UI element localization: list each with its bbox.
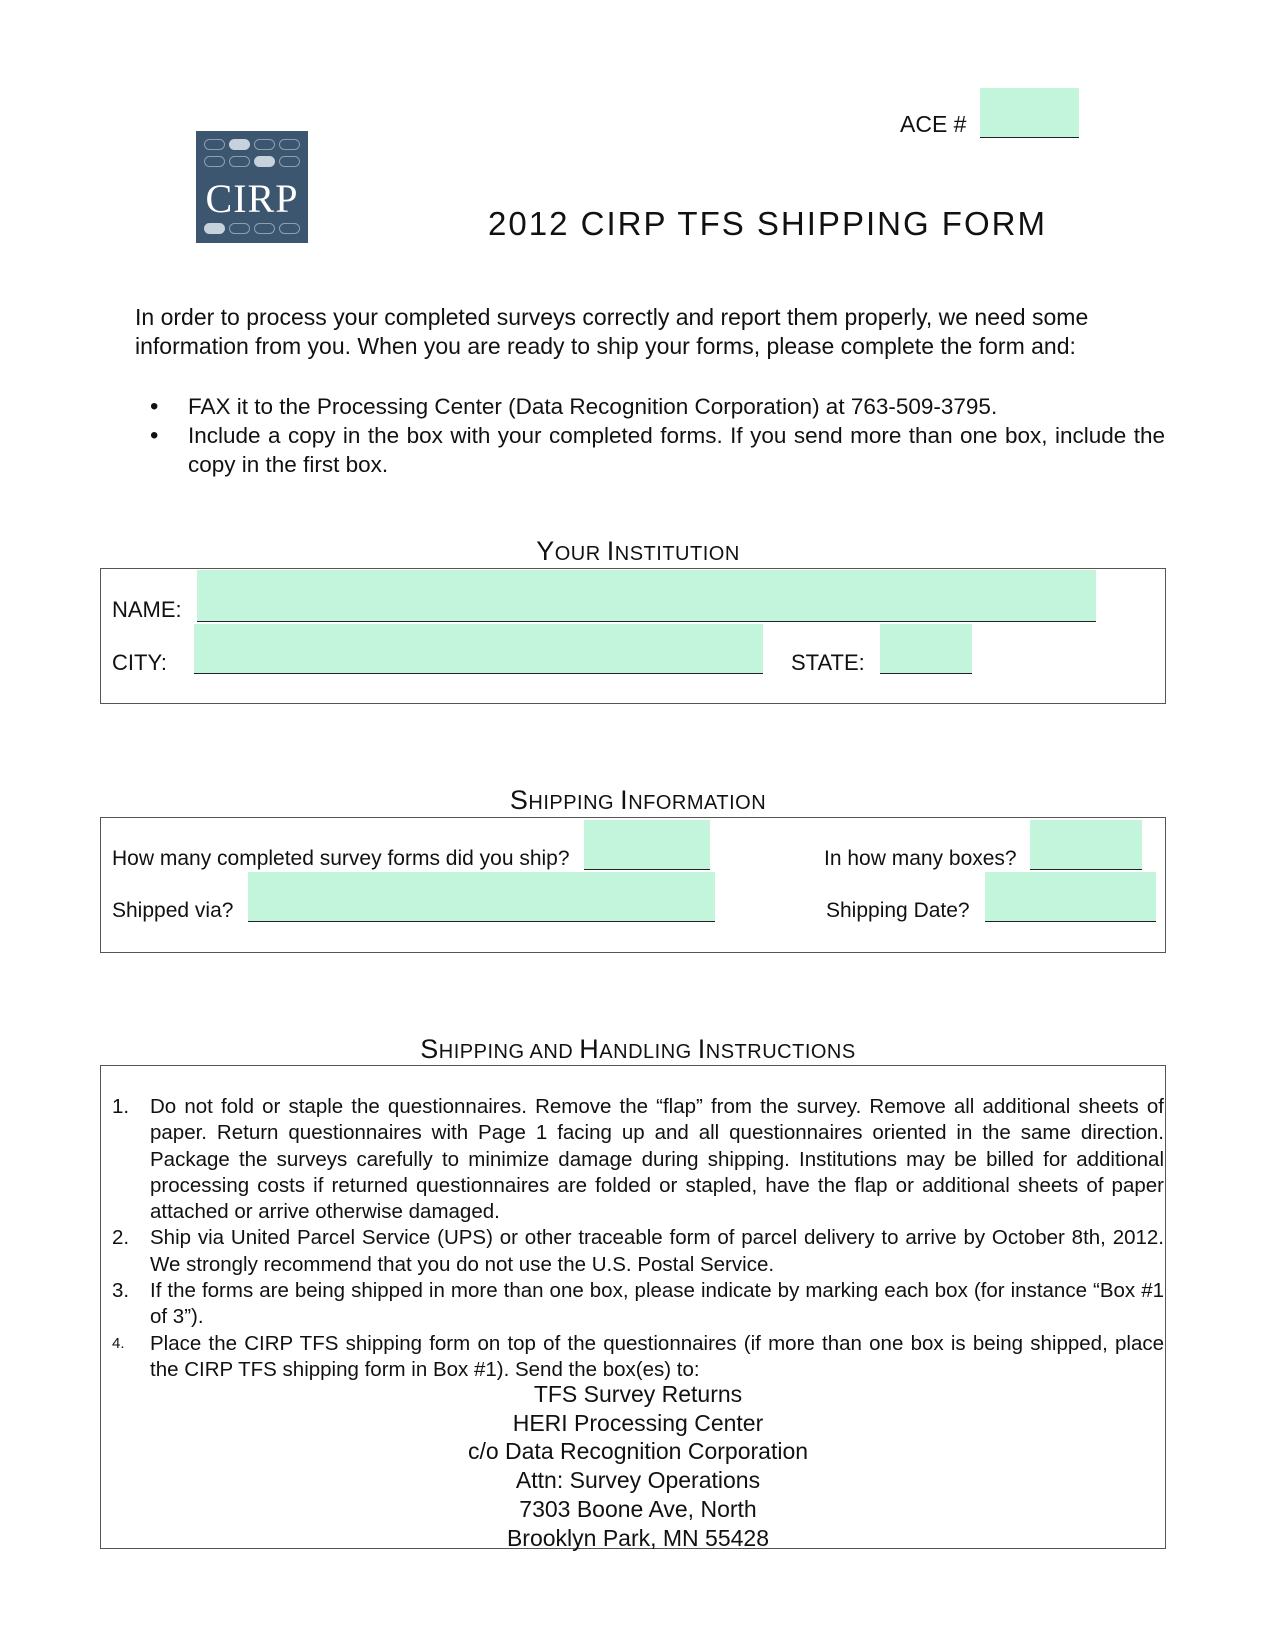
logo-dot-row — [204, 156, 300, 167]
instruction-text: Do not fold or staple the questionnaires. Remove the “flap” from the survey. Remove all additional sheets of paper. Return questionnaires with Page 1 facing up and all questionnaires oriented in the same direction. Package the surveys carefully to minimize damage during shipping. Institutions may be billed for additional processing costs if returned questionnaires are folded or stapled, have the flap or additional sheets of paper attached or arrive otherwise damaged. — [150, 1095, 1164, 1224]
instruction-number: 1. — [112, 1095, 130, 1118]
forms-count-label: How many completed survey forms did you ship? — [112, 847, 570, 870]
instruction-text: If the forms are being shipped in more than one box, please indicate by marking each box (for instance “Box #1 of 3”). — [150, 1279, 1164, 1329]
address-line: TFS Survey Returns — [533, 1381, 743, 1407]
instruction-number: 2. — [112, 1226, 130, 1250]
logo-dot-row — [204, 139, 300, 150]
instruction-text: Ship via United Parcel Service (UPS) or other traceable form of parcel delivery to arrive by October 8th, 2012. We strongly recommend that you do not use the U.S. Postal Service. — [150, 1226, 1164, 1276]
shipping-date-label: Shipping Date? — [826, 899, 970, 922]
city-field[interactable] — [194, 624, 763, 674]
page-title: 2012 CIRP TFS SHIPPING FORM — [488, 205, 1047, 242]
section-title-instructions: SHIPPING AND HANDLING INSTRUCTIONS — [420, 1034, 856, 1064]
instruction-number: 4. — [112, 1334, 125, 1352]
address-line: Brooklyn Park, MN 55428 — [506, 1524, 770, 1551]
address-line: c/o Data Recognition Corporation — [467, 1438, 809, 1465]
ace-label: ACE # — [900, 111, 967, 137]
bullet-fax: • FAX it to the Processing Center (Data Recognition Corporation) at 763-509-3795. — [150, 392, 1165, 421]
instruction-number: 3. — [112, 1279, 130, 1303]
logo-wordmark: CIRP — [205, 176, 299, 221]
intro-bullet-list — [150, 392, 1165, 479]
bullet-include-copy: • Include a copy in the box with your completed forms. If you send more than one box, include the copy in the first box. — [150, 421, 1165, 479]
institution-name-field[interactable] — [197, 570, 1096, 622]
instruction-item — [112, 1278, 1164, 1331]
ace-number-field[interactable] — [980, 88, 1079, 138]
state-label: STATE: — [791, 650, 865, 675]
address-line: Attn: Survey Operations — [515, 1467, 761, 1494]
intro-paragraph: In order to process your completed surveys correctly and report them properly, we need some information from you. When you are ready to ship your forms, please complete the form and: — [135, 304, 1089, 359]
forms-count-field[interactable] — [584, 820, 710, 870]
instruction-text: Place the CIRP TFS shipping form on top of the questionnaires (if more than one box is being shipped, place the CIRP TFS shipping form in Box #1). Send the box(es) to: — [150, 1331, 1164, 1381]
address-line: HERI Processing Center — [512, 1409, 764, 1436]
shipped-via-label: Shipped via? — [112, 899, 234, 922]
instructions-list — [112, 1094, 1164, 1383]
boxes-count-field[interactable] — [1030, 820, 1142, 870]
shipping-date-field[interactable] — [985, 872, 1156, 922]
instruction-item — [112, 1094, 1164, 1225]
instruction-item — [112, 1331, 1164, 1384]
section-title-institution: YOUR INSTITUTION — [536, 536, 740, 566]
shipped-via-field[interactable] — [248, 872, 715, 922]
city-label: CITY: — [112, 650, 168, 675]
section-title-shipping: SHIPPING INFORMATION — [509, 785, 767, 815]
mailing-address — [100, 1380, 1176, 1552]
instruction-item — [112, 1225, 1164, 1278]
name-label: NAME: — [112, 597, 182, 622]
boxes-count-label: In how many boxes? — [824, 847, 1017, 870]
address-line: 7303 Boone Ave, North — [519, 1495, 757, 1522]
state-field[interactable] — [880, 624, 972, 674]
